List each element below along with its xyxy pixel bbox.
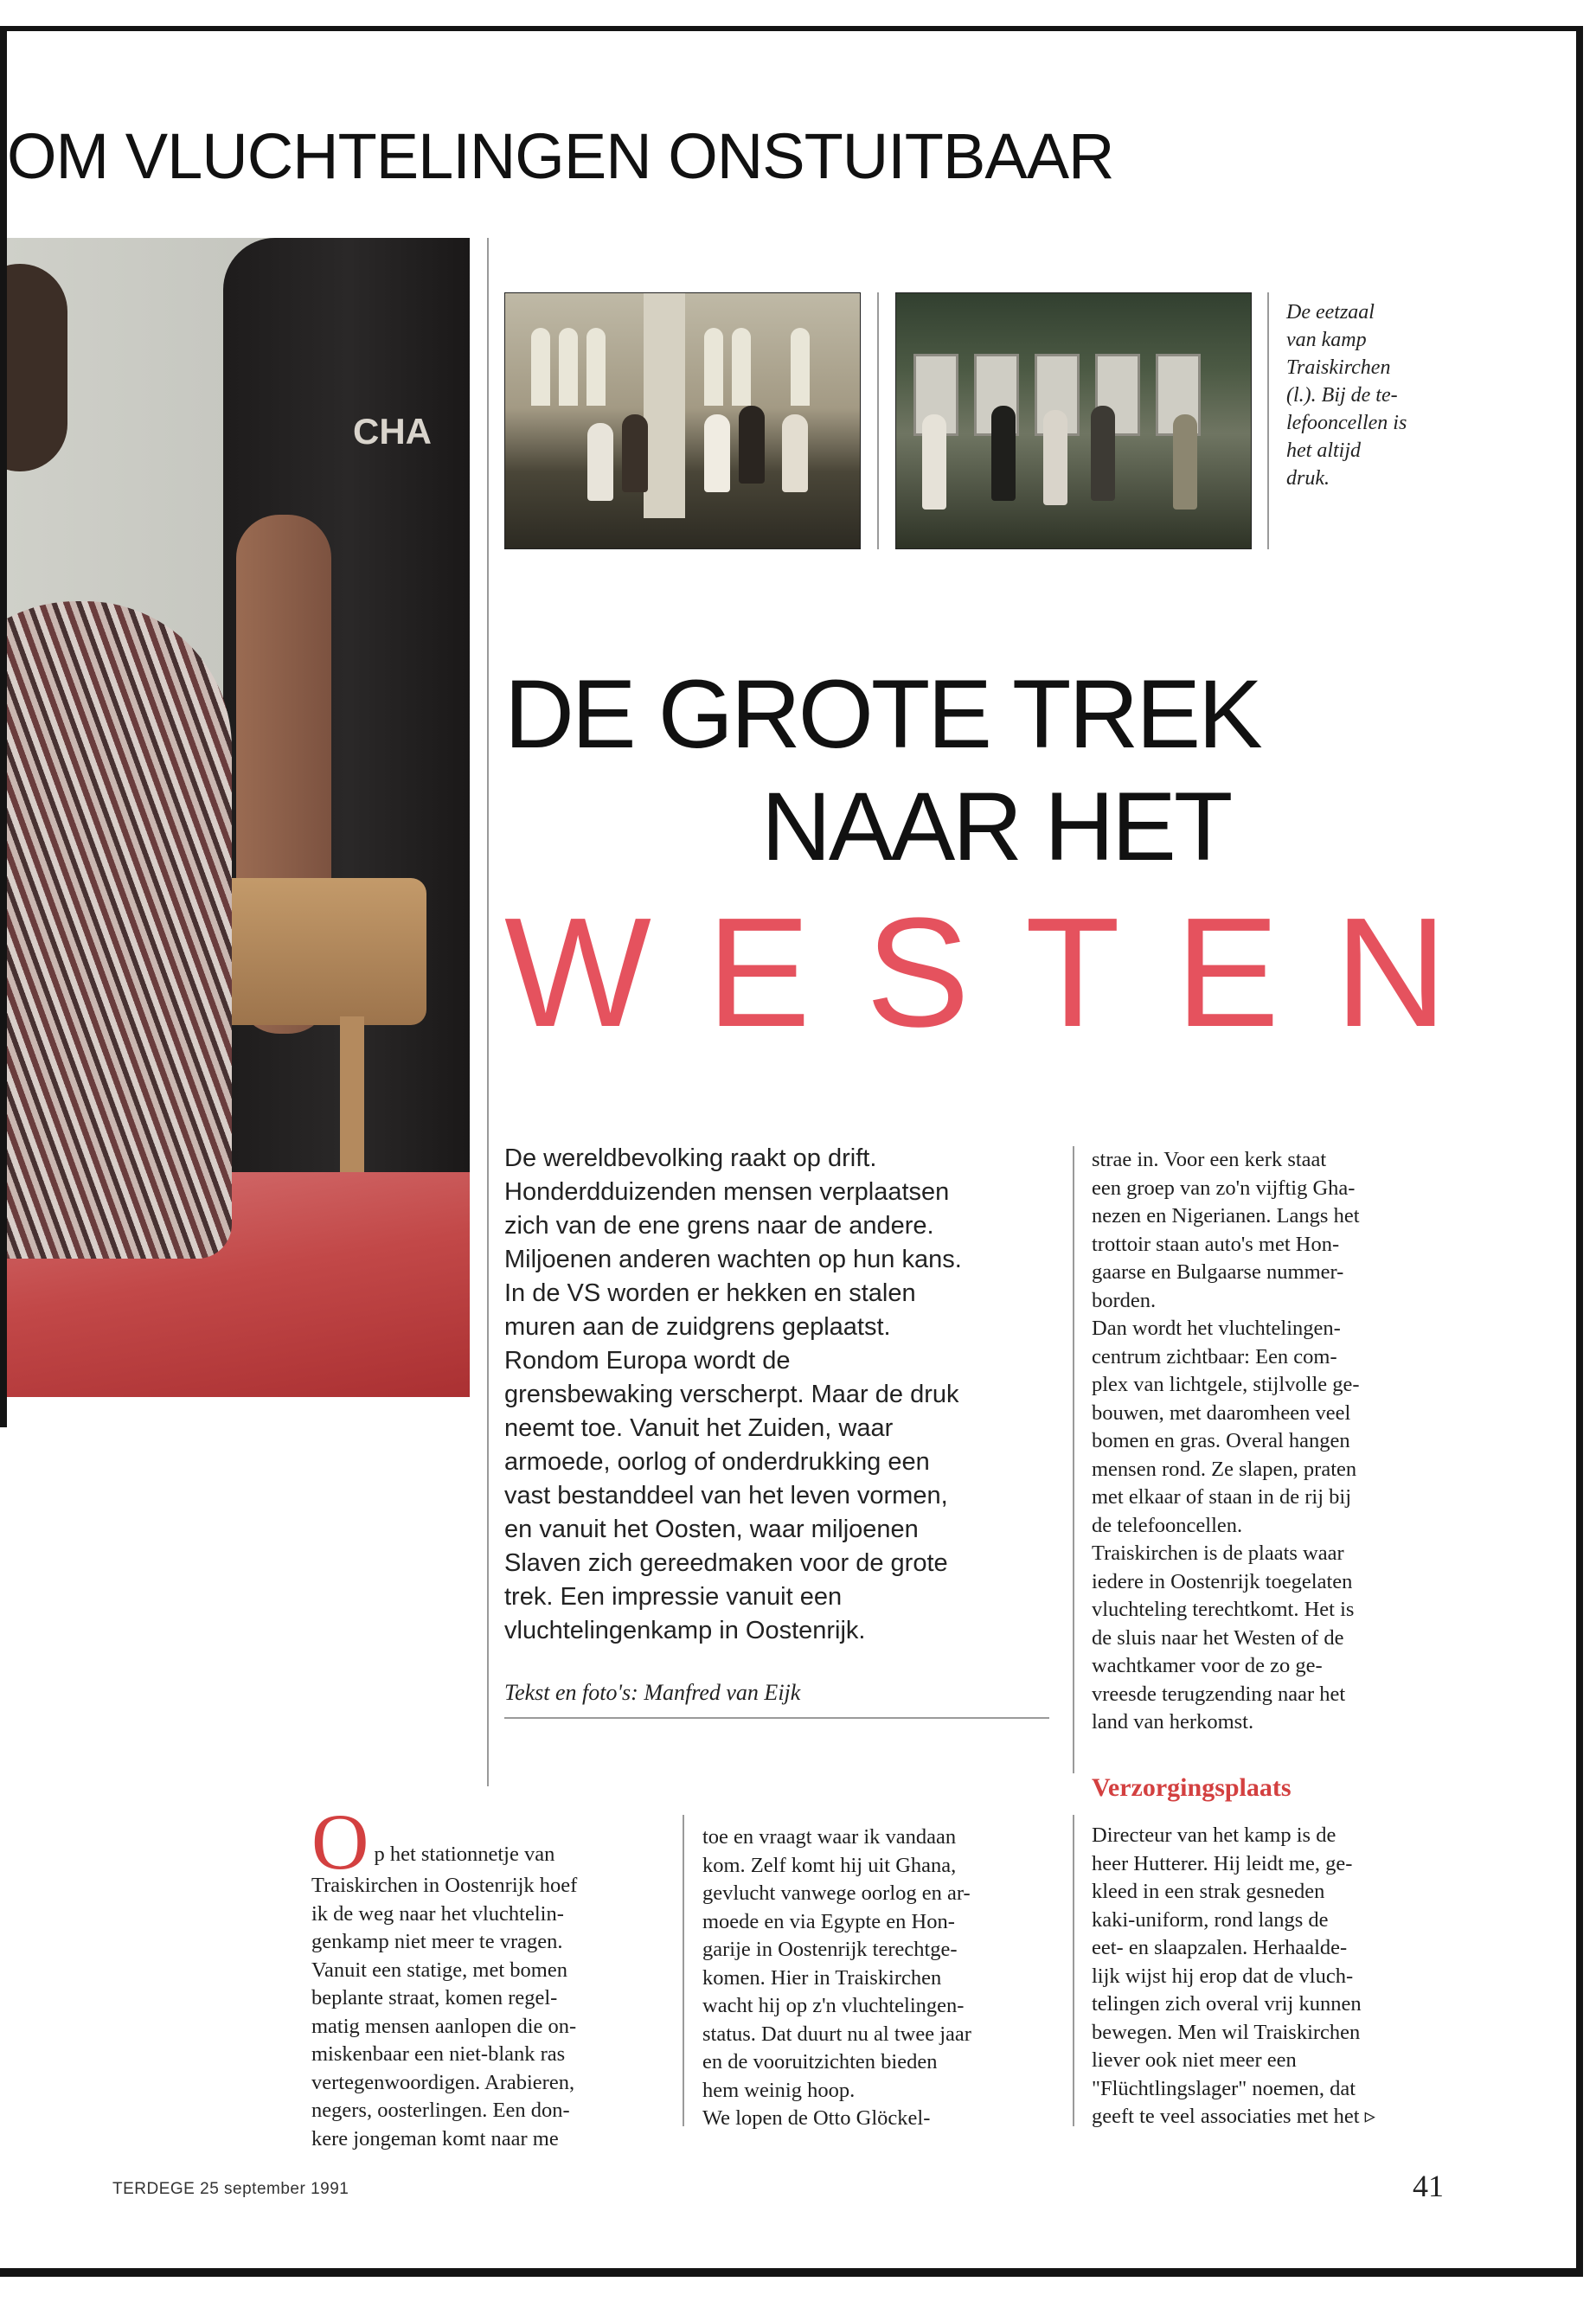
body-line: toe en vraagt waar ik vandaan [702,1825,957,1849]
caption-line: De eetzaal [1286,301,1375,324]
photo-divider [877,292,879,549]
body-line: centrum zichtbaar: Een com- [1092,1344,1337,1368]
column-rule [683,1815,684,2126]
body-line: de sluis naar het Westen of de [1092,1625,1344,1650]
intro-line: In de VS worden er hekken en stalen [504,1279,916,1307]
body-line: de telefooncellen. [1092,1513,1243,1537]
body-line: komen. Hier in Traiskirchen [702,1965,942,1990]
caption-line: van kamp [1286,329,1367,351]
body-line: kaki-uniform, rond langs de [1092,1907,1329,1932]
body-line: telingen zich overal vrij kunnen [1092,1992,1362,2016]
page-frame-left [0,26,7,1427]
sub-heading: Verzorgingsplaats [1092,1773,1292,1802]
intro-line: muren aan de zuidgrens geplaatst. [504,1313,891,1341]
intro-line: trek. Een impressie vanuit een [504,1583,843,1611]
body-line: wacht hij op z'n vluchtelingen- [702,1994,965,2017]
photo-phone-booths [895,292,1252,549]
body-line: p het stationnetje van [374,1843,555,1866]
intro-line: grensbewaking verscherpt. Maar de druk [504,1381,959,1408]
body-line: status. Dat duurt nu al twee jaar [702,2022,971,2046]
body-line: Traiskirchen is de plaats waar [1092,1541,1344,1565]
photo-dining-hall [504,292,861,549]
body-line: land van herkomst. [1092,1710,1254,1734]
intro-line: Slaven zich gereedmaken voor de grote [504,1549,948,1577]
photo-figure [1091,406,1115,501]
intro-line: vast bestanddeel van het leven vormen, [504,1482,948,1509]
intro-line: vluchtelingenkamp in Oostenrijk. [504,1617,866,1644]
body-line: genkamp niet meer te vragen. [311,1930,563,1953]
photo-window [704,328,723,406]
body-line: "Flüchtlingslager" noemen, dat [1092,2076,1356,2100]
headline-letter: N [1334,886,1447,1060]
body-line: strae in. Voor een kerk staat [1092,1148,1327,1171]
byline: Tekst en foto's: Manfred van Eijk [504,1680,801,1705]
photo-window [531,328,550,406]
body-line: Directeur van het kamp is de [1092,1823,1336,1847]
body-line: Vanuit een statige, met bomen [311,1958,567,1982]
photo-seated-man [7,601,232,1259]
headline-letter: T [1024,886,1120,1060]
body-line: eet- en slaapzalen. Herhaalde- [1092,1936,1348,1959]
body-line: vertegenwoordigen. Arabieren, [311,2070,575,2094]
headline-letter: S [865,886,970,1060]
photo-column [644,293,685,518]
intro-line: armoede, oorlog of onderdrukking een [504,1448,930,1476]
byline-rule [504,1717,1049,1719]
body-line: bomen en gras. Overal hangen [1092,1429,1350,1452]
body-line: vreesde terugzending naar het [1092,1682,1346,1706]
caption-line: (l.). Bij de te- [1286,384,1398,407]
intro-paragraph [504,1142,1058,1648]
photo-figure [622,414,648,492]
headline-line-3 [504,886,1447,1060]
column-rule [487,238,489,1786]
body-line: We lopen de Otto Glöckel- [702,2106,931,2130]
intro-line: De wereldbevolking raakt op drift. [504,1144,877,1172]
body-line: miskenbaar een niet-blank ras [311,2042,566,2066]
body-line: vluchteling terechtkomt. Het is [1092,1598,1355,1621]
page-number: 41 [1413,2169,1444,2203]
body-line: negers, oosterlingen. Een don- [311,2099,570,2122]
headline-letter: W [504,886,651,1060]
drop-cap: O [311,1798,369,1886]
body-line: lijk wijst hij erop dat de vluch- [1092,1964,1354,1988]
intro-line: zich van de ene grens naar de andere. [504,1212,934,1240]
body-line: bewegen. Men wil Traiskirchen [1092,2020,1361,2044]
headline-letter: E [706,886,811,1060]
body-line: wachtkamer voor de zo ge- [1092,1654,1323,1677]
body-line: mensen rond. Ze slapen, praten [1092,1457,1357,1481]
photo-figure [1173,414,1197,510]
page-frame-bottom [0,2268,1583,2277]
page-frame-right [1576,26,1583,2275]
photo-figure [587,423,613,501]
intro-line: Honderdduizenden mensen verplaatsen [504,1178,950,1206]
intro-line: neemt toe. Vanuit het Zuiden, waar [504,1414,894,1442]
body-line: gaarse en Bulgaarse nummer- [1092,1260,1344,1284]
photo-window [586,328,606,406]
photo-figure [704,414,730,492]
body-line: kleed in een strak gesneden [1092,1880,1325,1903]
intro-line: Rondom Europa wordt de [504,1347,791,1375]
photo-caption [1286,298,1416,492]
body-line: met elkaar of staan in de rij bij [1092,1485,1352,1509]
column-rule [1073,1815,1074,2126]
publication-footer: TERDEGE 25 september 1991 [112,2180,349,2198]
photo-shirt-print: CHA [353,411,432,452]
body-line: Dan wordt het vluchtelingen- [1092,1317,1341,1340]
body-line: iedere in Oostenrijk toegelaten [1092,1569,1353,1593]
intro-line: en vanuit het Oosten, waar miljoenen [504,1516,919,1543]
photo-figure [922,414,946,510]
body-line: plex van lichtgele, stijlvolle ge- [1092,1373,1360,1396]
photo-window [732,328,751,406]
caption-line: het altijd [1286,439,1361,462]
photo-window [559,328,578,406]
photo-refugees-table [7,238,470,1397]
body-column-a [311,1798,657,2153]
running-head: OM VLUCHTELINGEN ONSTUITBAAR [7,120,1114,192]
headline-line-1: DE GROTE TREK [504,660,1260,768]
photo-figure [1043,410,1067,505]
caption-line: druk. [1286,467,1330,490]
body-column-right-bottom [1092,1822,1438,2131]
body-line: bouwen, met daaromheen veel [1092,1400,1351,1425]
body-line: gevlucht vanwege oorlog en ar- [702,1881,971,1905]
body-line: kom. Zelf komt hij uit Ghana, [702,1853,957,1877]
photo-seated-man-hair [7,264,67,471]
photo-window [791,328,810,406]
body-column-b [702,1823,1053,2133]
body-line: nezen en Nigerianen. Langs het [1092,1204,1360,1227]
body-line: geeft te veel associaties met het ▹ [1092,2105,1375,2128]
body-line: Traiskirchen in Oostenrijk hoef [311,1874,578,1897]
caption-line: Traiskirchen [1286,356,1391,379]
body-line: garije in Oostenrijk terechtge- [702,1938,958,1961]
body-line: hem weinig hoop. [702,2078,856,2102]
column-rule [1073,1146,1074,1773]
body-line: ik de weg naar het vluchtelin- [311,1901,564,1926]
intro-line: Miljoenen anderen wachten op hun kans. [504,1246,962,1273]
body-line: heer Hutterer. Hij leidt me, ge- [1092,1851,1353,1875]
body-line: moede en via Egypte en Hon- [702,1909,955,1933]
body-line: matig mensen aanlopen die on- [311,2014,577,2038]
body-line: een groep van zo'n vijftig Gha- [1092,1176,1356,1200]
body-line: kere jongeman komt naar me [311,2126,559,2150]
body-line: trottoir staan auto's met Hon- [1092,1232,1340,1256]
body-column-right-top [1092,1146,1438,1737]
body-line: liever ook niet meer een [1092,2048,1297,2072]
photo-figure [739,406,765,484]
photo-figure [991,406,1016,501]
photo-divider [1267,292,1269,549]
body-line: borden. [1092,1288,1157,1312]
photo-figure [782,414,808,492]
caption-line: lefooncellen is [1286,412,1407,434]
body-line: beplante straat, komen regel- [311,1986,558,2009]
headline-line-2: NAAR HET [761,772,1231,881]
body-line: en de vooruitzichten bieden [702,2050,938,2073]
headline-letter: E [1175,886,1279,1060]
page-frame-top [0,26,1583,31]
